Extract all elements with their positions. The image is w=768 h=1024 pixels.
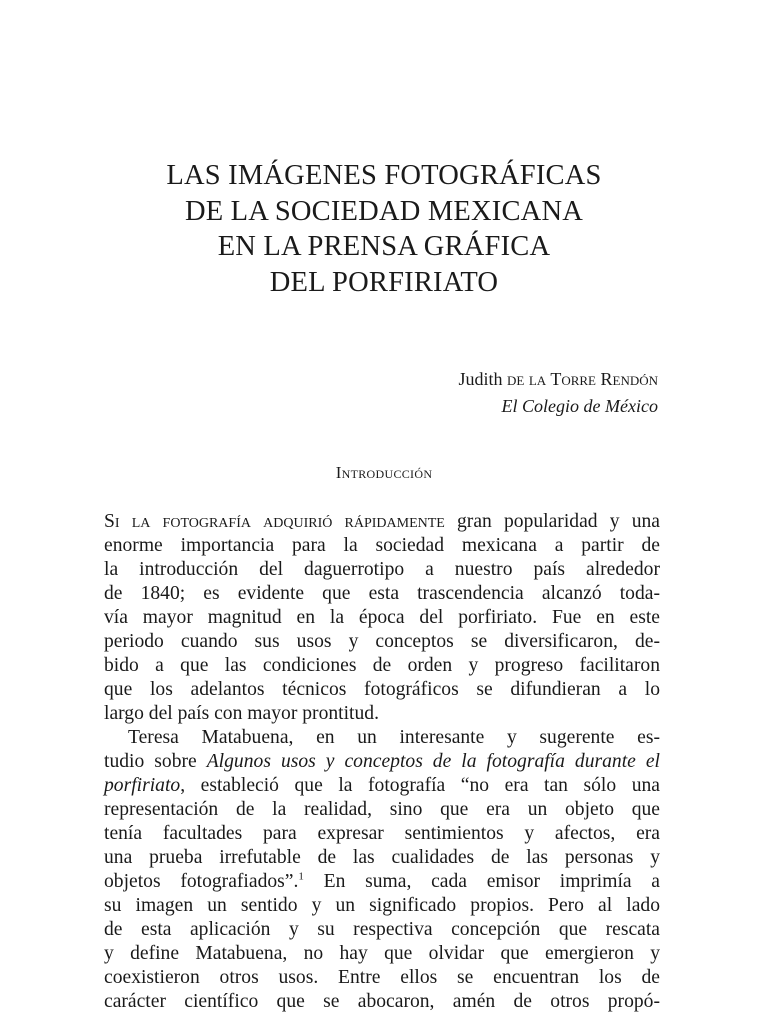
section-heading: Introducción bbox=[335, 463, 433, 482]
author-block bbox=[458, 366, 658, 420]
title-line: LAS IMÁGENES FOTOGRÁFICAS bbox=[166, 160, 602, 191]
cited-work-title: Algunos usos y conceptos de la fotografía durante el bbox=[206, 751, 661, 772]
text-line: de 1840; es evidente que esta trascendencia alcanzó toda- bbox=[104, 583, 660, 604]
title-line: EN LA PRENSA GRÁFICA bbox=[217, 231, 551, 262]
text-line: representación de la realidad, sino que era un objeto que bbox=[104, 799, 660, 820]
text-line: Teresa Matabuena, en un interesante y sugerente es- bbox=[128, 727, 660, 748]
author-affiliation: El Colegio de México bbox=[501, 396, 658, 416]
text-span: En suma, cada emisor imprimía a bbox=[303, 871, 661, 892]
text-line: carácter científico que se abocaron, amén de otros propó- bbox=[104, 991, 660, 1012]
text-line: su imagen un sentido y un significado propios. Pero al lado bbox=[104, 895, 660, 916]
text-span: , estableció que la fotografía “no era tan sólo una bbox=[180, 775, 660, 796]
text-line bbox=[104, 774, 660, 798]
body-text bbox=[104, 510, 660, 1014]
title-line: DE LA SOCIEDAD MEXICANA bbox=[184, 195, 584, 227]
text-line bbox=[104, 750, 660, 774]
text-line: de esta aplicación y su respectiva concepción que rescata bbox=[104, 919, 660, 940]
text-line: tenía facultades para expresar sentimientos y afectos, era bbox=[104, 823, 660, 844]
text-span: tudio sobre bbox=[104, 751, 207, 772]
text-line: y define Matabuena, no hay que olvidar que emergieron y bbox=[104, 943, 660, 964]
lead-in-small-caps: Si la fotografía adquirió rápidamente bbox=[104, 511, 445, 532]
cited-work-title: porfiriato bbox=[104, 775, 181, 796]
footnote-marker[interactable]: 1 bbox=[298, 870, 304, 883]
author-first-name: Judith bbox=[458, 369, 503, 389]
text-line: enorme importancia para la sociedad mexicana a partir de bbox=[104, 535, 660, 556]
text-span: objetos fotografiados”. bbox=[104, 871, 299, 892]
text-line: bido a que las condiciones de orden y progreso facilitaron bbox=[104, 655, 660, 676]
text-line: largo del país con mayor prontitud. bbox=[104, 703, 379, 724]
article-title bbox=[0, 158, 768, 300]
text-line: vía mayor magnitud en la época del porfiriato. Fue en este bbox=[104, 607, 660, 628]
text-line: que los adelantos técnicos fotográficos se difundieran a lo bbox=[104, 679, 660, 700]
text-line: coexistieron otros usos. Entre ellos se encuentran los de bbox=[104, 967, 660, 988]
text-line: la introducción del daguerrotipo a nuestro país alrededor bbox=[104, 559, 660, 580]
text-line: periodo cuando sus usos y conceptos se diversificaron, de- bbox=[104, 631, 660, 652]
text-line bbox=[104, 510, 660, 534]
text-line: una prueba irrefutable de las cualidades de las personas y bbox=[104, 847, 660, 868]
author-surname: de la Torre Rendón bbox=[507, 369, 658, 389]
text-span: gran popularidad y una bbox=[444, 511, 660, 532]
text-line bbox=[104, 870, 660, 894]
title-line: DEL PORFIRIATO bbox=[269, 266, 499, 298]
author-name bbox=[458, 369, 658, 389]
